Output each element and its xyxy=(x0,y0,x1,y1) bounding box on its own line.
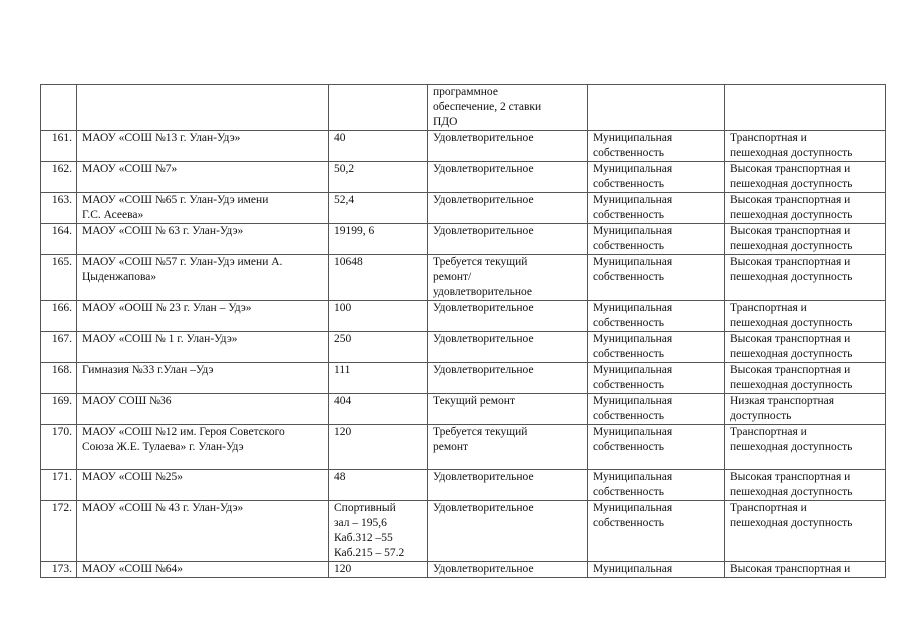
table-row xyxy=(41,470,886,501)
access-cell: Высокая транспортная и пешеходная доступность xyxy=(725,193,886,224)
table-row xyxy=(41,332,886,363)
school-name: Гимназия №33 г.Улан –Удэ xyxy=(77,363,329,394)
row-number: 170. xyxy=(41,425,77,470)
ownership-cell: Муниципальная собственность xyxy=(588,131,725,162)
school-name: МАОУ «СОШ № 63 г. Улан-Удэ» xyxy=(77,224,329,255)
school-name: МАОУ «СОШ № 43 г. Улан-Удэ» xyxy=(77,501,329,562)
condition-cell: программное обеспечение, 2 ставки ПДО xyxy=(428,85,588,131)
table-row xyxy=(41,301,886,332)
row-number: 164. xyxy=(41,224,77,255)
access-cell: Транспортная и пешеходная доступность xyxy=(725,501,886,562)
school-name: МАОУ «СОШ №57 г. Улан-Удэ имени А. Цыденжапова» xyxy=(77,255,329,301)
schools-table xyxy=(40,84,886,578)
value-cell: 10648 xyxy=(329,255,428,301)
access-cell xyxy=(725,85,886,131)
school-name: МАОУ «СОШ №7» xyxy=(77,162,329,193)
value-cell: 19199, 6 xyxy=(329,224,428,255)
condition-cell: Требуется текущий ремонт/ удовлетворительное xyxy=(428,255,588,301)
school-name: МАОУ «СОШ №25» xyxy=(77,470,329,501)
row-number: 161. xyxy=(41,131,77,162)
row-number xyxy=(41,85,77,131)
ownership-cell: Муниципальная собственность xyxy=(588,301,725,332)
value-cell: Спортивный зал – 195,6 Каб.312 –55 Каб.215 – 57.2 xyxy=(329,501,428,562)
value-cell: 111 xyxy=(329,363,428,394)
ownership-cell: Муниципальная собственность xyxy=(588,224,725,255)
condition-cell: Текущий ремонт xyxy=(428,394,588,425)
ownership-cell: Муниципальная собственность xyxy=(588,394,725,425)
school-name: МАОУ СОШ №36 xyxy=(77,394,329,425)
school-name xyxy=(77,85,329,131)
row-number: 172. xyxy=(41,501,77,562)
condition-cell: Удовлетворительное xyxy=(428,131,588,162)
school-name: МАОУ «СОШ №13 г. Улан-Удэ» xyxy=(77,131,329,162)
table-body xyxy=(41,85,886,578)
table-row xyxy=(41,255,886,301)
condition-cell: Удовлетворительное xyxy=(428,332,588,363)
school-name: МАОУ «СОШ №12 им. Героя Советского Союза Ж.Е. Тулаева» г. Улан-Удэ xyxy=(77,425,329,470)
access-cell: Транспортная и пешеходная доступность xyxy=(725,425,886,470)
ownership-cell: Муниципальная собственность xyxy=(588,425,725,470)
value-cell: 120 xyxy=(329,425,428,470)
access-cell: Высокая транспортная и xyxy=(725,562,886,578)
condition-cell: Удовлетворительное xyxy=(428,501,588,562)
ownership-cell: Муниципальная собственность xyxy=(588,255,725,301)
school-name: МАОУ «СОШ №64» xyxy=(77,562,329,578)
ownership-cell: Муниципальная собственность xyxy=(588,193,725,224)
condition-cell: Удовлетворительное xyxy=(428,193,588,224)
value-cell: 52,4 xyxy=(329,193,428,224)
table-row xyxy=(41,363,886,394)
ownership-cell: Муниципальная собственность xyxy=(588,470,725,501)
row-number: 173. xyxy=(41,562,77,578)
table-row xyxy=(41,162,886,193)
row-number: 169. xyxy=(41,394,77,425)
access-cell: Транспортная и пешеходная доступность xyxy=(725,301,886,332)
ownership-cell: Муниципальная собственность xyxy=(588,501,725,562)
ownership-cell: Муниципальная собственность xyxy=(588,162,725,193)
ownership-cell: Муниципальная собственность xyxy=(588,332,725,363)
condition-cell: Удовлетворительное xyxy=(428,363,588,394)
table-row xyxy=(41,501,886,562)
ownership-cell: Муниципальная xyxy=(588,562,725,578)
condition-cell: Удовлетворительное xyxy=(428,162,588,193)
value-cell: 250 xyxy=(329,332,428,363)
value-cell: 40 xyxy=(329,131,428,162)
row-number: 168. xyxy=(41,363,77,394)
row-number: 167. xyxy=(41,332,77,363)
row-number: 166. xyxy=(41,301,77,332)
table-row xyxy=(41,394,886,425)
condition-cell: Требуется текущий ремонт xyxy=(428,425,588,470)
access-cell: Высокая транспортная и пешеходная доступность xyxy=(725,162,886,193)
table-row xyxy=(41,193,886,224)
value-cell: 120 xyxy=(329,562,428,578)
school-name: МАОУ «СОШ № 1 г. Улан-Удэ» xyxy=(77,332,329,363)
access-cell: Низкая транспортная доступность xyxy=(725,394,886,425)
table-row xyxy=(41,224,886,255)
condition-cell: Удовлетворительное xyxy=(428,562,588,578)
school-name: МАОУ «СОШ №65 г. Улан-Удэ имени Г.С. Асеева» xyxy=(77,193,329,224)
access-cell: Транспортная и пешеходная доступность xyxy=(725,131,886,162)
condition-cell: Удовлетворительное xyxy=(428,470,588,501)
access-cell: Высокая транспортная и пешеходная доступность xyxy=(725,224,886,255)
row-number: 165. xyxy=(41,255,77,301)
row-number: 163. xyxy=(41,193,77,224)
access-cell: Высокая транспортная и пешеходная доступность xyxy=(725,332,886,363)
access-cell: Высокая транспортная и пешеходная доступность xyxy=(725,363,886,394)
table-row xyxy=(41,131,886,162)
row-number: 171. xyxy=(41,470,77,501)
access-cell: Высокая транспортная и пешеходная доступность xyxy=(725,470,886,501)
value-cell: 48 xyxy=(329,470,428,501)
school-name: МАОУ «ООШ № 23 г. Улан – Удэ» xyxy=(77,301,329,332)
access-cell: Высокая транспортная и пешеходная доступность xyxy=(725,255,886,301)
table-row xyxy=(41,562,886,578)
value-cell: 404 xyxy=(329,394,428,425)
value-cell: 100 xyxy=(329,301,428,332)
table-row xyxy=(41,425,886,470)
condition-cell: Удовлетворительное xyxy=(428,224,588,255)
ownership-cell xyxy=(588,85,725,131)
table-row xyxy=(41,85,886,131)
value-cell: 50,2 xyxy=(329,162,428,193)
value-cell xyxy=(329,85,428,131)
condition-cell: Удовлетворительное xyxy=(428,301,588,332)
ownership-cell: Муниципальная собственность xyxy=(588,363,725,394)
row-number: 162. xyxy=(41,162,77,193)
